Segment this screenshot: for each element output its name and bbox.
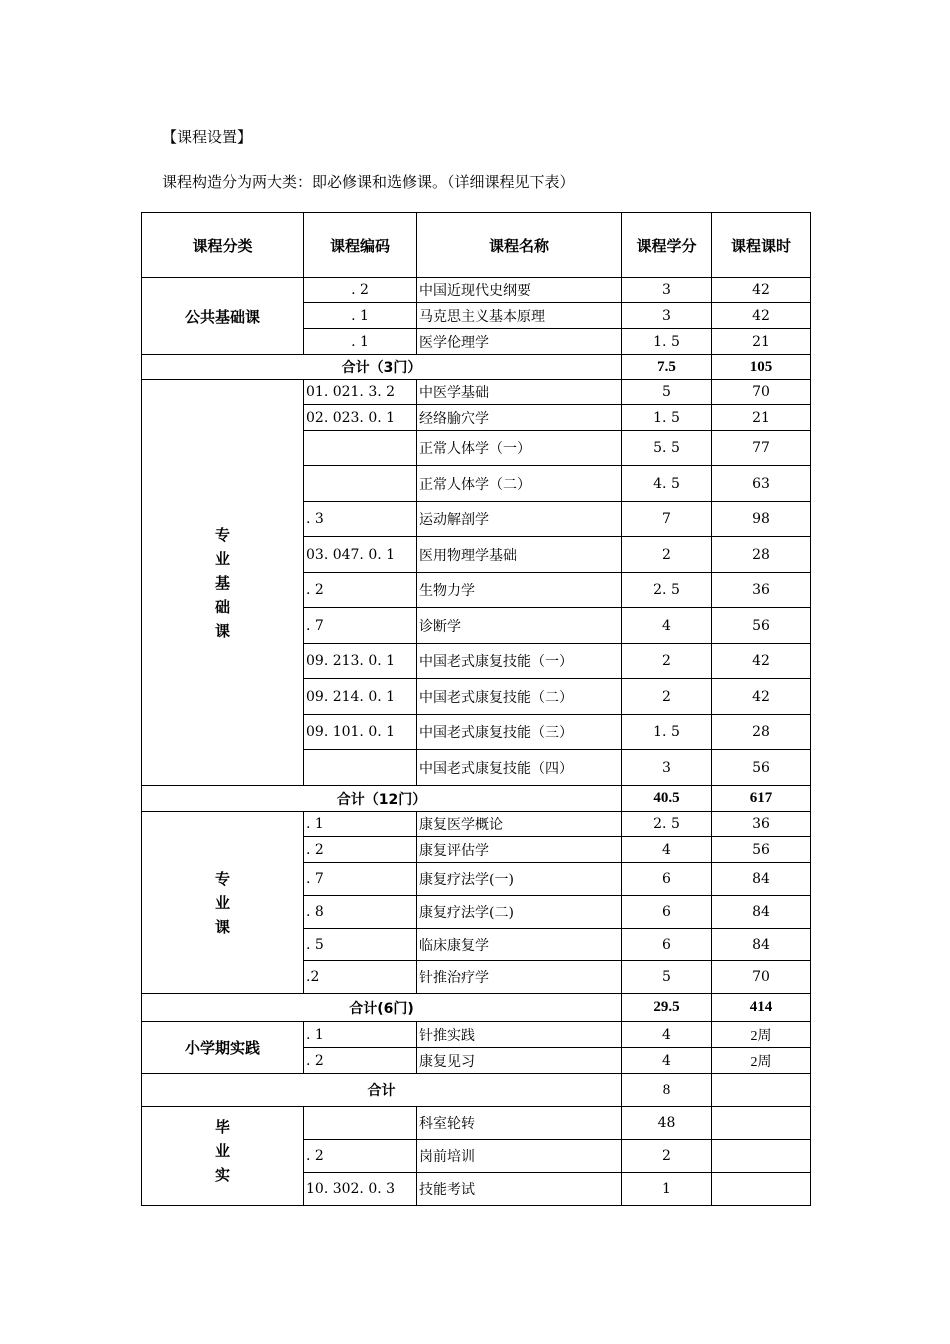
course-name: 马克思主义基本原理 bbox=[417, 303, 622, 329]
course-hours: 56 bbox=[712, 837, 811, 863]
course-name: 中国老式康复技能（二） bbox=[417, 679, 622, 715]
course-credit: 3 bbox=[622, 750, 712, 786]
course-credit: 3 bbox=[622, 278, 712, 303]
total-label: 合计 bbox=[142, 1074, 622, 1107]
course-name: 正常人体学（一） bbox=[417, 431, 622, 466]
course-hours: 56 bbox=[712, 750, 811, 786]
course-code: . 5 bbox=[304, 929, 417, 961]
table-row bbox=[142, 812, 811, 837]
course-credit: 4 bbox=[622, 837, 712, 863]
course-code bbox=[304, 1107, 417, 1140]
total-row bbox=[142, 994, 811, 1022]
course-code: 10. 302. 0. 3 bbox=[304, 1173, 417, 1206]
course-name: 康复医学概论 bbox=[417, 812, 622, 837]
total-hours: 617 bbox=[712, 786, 811, 812]
header-hours: 课程课时 bbox=[712, 213, 811, 278]
table-row bbox=[142, 278, 811, 303]
table-row bbox=[142, 380, 811, 405]
total-credit: 29.5 bbox=[622, 994, 712, 1022]
course-name: 康复疗法学(二) bbox=[417, 896, 622, 929]
course-hours: 77 bbox=[712, 431, 811, 466]
course-credit: 4 bbox=[622, 1048, 712, 1074]
course-hours: 36 bbox=[712, 812, 811, 837]
course-hours: 2周 bbox=[712, 1048, 811, 1074]
course-code: . 1 bbox=[304, 812, 417, 837]
course-code: . 2 bbox=[304, 278, 417, 303]
course-code: 09. 213. 0. 1 bbox=[304, 644, 417, 679]
course-code: . 7 bbox=[304, 608, 417, 644]
course-credit: 1 bbox=[622, 1173, 712, 1206]
course-hours: 70 bbox=[712, 380, 811, 405]
section-heading: 【课程设置】 bbox=[162, 128, 253, 146]
course-hours: 42 bbox=[712, 303, 811, 329]
course-code: 01. 021. 3. 2 bbox=[304, 380, 417, 405]
course-credit: 4 bbox=[622, 1022, 712, 1048]
course-code bbox=[304, 466, 417, 502]
course-name: 诊断学 bbox=[417, 608, 622, 644]
course-hours: 84 bbox=[712, 863, 811, 896]
course-credit: 2. 5 bbox=[622, 573, 712, 608]
course-code: . 2 bbox=[304, 573, 417, 608]
table-header-row bbox=[142, 213, 811, 278]
total-credit: 40.5 bbox=[622, 786, 712, 812]
total-credit: 7.5 bbox=[622, 355, 712, 380]
table-row bbox=[142, 1107, 811, 1140]
course-name: 医学伦理学 bbox=[417, 329, 622, 355]
course-code: . 8 bbox=[304, 896, 417, 929]
course-name: 中医学基础 bbox=[417, 380, 622, 405]
course-code: . 1 bbox=[304, 1022, 417, 1048]
course-name: 中国老式康复技能（四） bbox=[417, 750, 622, 786]
course-code: 02. 023. 0. 1 bbox=[304, 405, 417, 431]
course-credit: 1. 5 bbox=[622, 715, 712, 750]
course-credit: 2 bbox=[622, 1140, 712, 1173]
course-code: . 1 bbox=[304, 329, 417, 355]
course-credit: 5 bbox=[622, 961, 712, 994]
course-credit: 1. 5 bbox=[622, 405, 712, 431]
total-label: 合计（3门） bbox=[142, 355, 622, 380]
course-code bbox=[304, 431, 417, 466]
intro-text: 课程构造分为两大类：即必修课和选修课。（详细课程见下表） bbox=[162, 173, 575, 191]
header-code: 课程编码 bbox=[304, 213, 417, 278]
course-code: . 1 bbox=[304, 303, 417, 329]
header-category: 课程分类 bbox=[142, 213, 304, 278]
course-code: . 2 bbox=[304, 1048, 417, 1074]
course-name: 经络腧穴学 bbox=[417, 405, 622, 431]
course-credit: 1. 5 bbox=[622, 329, 712, 355]
category-cell: 毕 业 实 bbox=[142, 1107, 304, 1206]
course-code: . 7 bbox=[304, 863, 417, 896]
course-name: 中国老式康复技能（一） bbox=[417, 644, 622, 679]
course-name: 中国老式康复技能（三） bbox=[417, 715, 622, 750]
category-cell: 公共基础课 bbox=[142, 278, 304, 355]
category-cell: 专 业 基 础 课 bbox=[142, 380, 304, 786]
course-credit: 2 bbox=[622, 679, 712, 715]
course-hours bbox=[712, 1107, 811, 1140]
course-code: . 2 bbox=[304, 1140, 417, 1173]
course-credit: 6 bbox=[622, 863, 712, 896]
course-hours: 56 bbox=[712, 608, 811, 644]
total-hours bbox=[712, 1074, 811, 1107]
course-credit: 6 bbox=[622, 929, 712, 961]
course-name: 技能考试 bbox=[417, 1173, 622, 1206]
course-code: . 3 bbox=[304, 502, 417, 537]
course-name: 运动解剖学 bbox=[417, 502, 622, 537]
course-name: 针推实践 bbox=[417, 1022, 622, 1048]
course-hours bbox=[712, 1173, 811, 1206]
course-name: 康复评估学 bbox=[417, 837, 622, 863]
course-hours: 36 bbox=[712, 573, 811, 608]
course-hours: 21 bbox=[712, 405, 811, 431]
header-name: 课程名称 bbox=[417, 213, 622, 278]
category-cell: 小学期实践 bbox=[142, 1022, 304, 1074]
course-credit: 5 bbox=[622, 380, 712, 405]
total-row bbox=[142, 355, 811, 380]
total-credit: 8 bbox=[622, 1074, 712, 1107]
course-name: 康复疗法学(一) bbox=[417, 863, 622, 896]
course-name: 科室轮转 bbox=[417, 1107, 622, 1140]
course-name: 针推治疗学 bbox=[417, 961, 622, 994]
course-hours: 84 bbox=[712, 896, 811, 929]
table-row bbox=[142, 1022, 811, 1048]
course-hours bbox=[712, 1140, 811, 1173]
course-name: 康复见习 bbox=[417, 1048, 622, 1074]
course-hours: 63 bbox=[712, 466, 811, 502]
course-name: 正常人体学（二） bbox=[417, 466, 622, 502]
total-row bbox=[142, 1074, 811, 1107]
course-hours: 84 bbox=[712, 929, 811, 961]
category-cell: 专 业 课 bbox=[142, 812, 304, 994]
course-name: 中国近现代史纲要 bbox=[417, 278, 622, 303]
course-credit: 3 bbox=[622, 303, 712, 329]
course-hours: 28 bbox=[712, 537, 811, 573]
course-hours: 2周 bbox=[712, 1022, 811, 1048]
course-code: 09. 101. 0. 1 bbox=[304, 715, 417, 750]
header-credit: 课程学分 bbox=[622, 213, 712, 278]
course-code: . 2 bbox=[304, 837, 417, 863]
course-hours: 42 bbox=[712, 278, 811, 303]
total-label: 合计(6门) bbox=[142, 994, 622, 1022]
course-hours: 98 bbox=[712, 502, 811, 537]
course-credit: 2 bbox=[622, 537, 712, 573]
course-name: 岗前培训 bbox=[417, 1140, 622, 1173]
course-code: 09. 214. 0. 1 bbox=[304, 679, 417, 715]
course-hours: 42 bbox=[712, 679, 811, 715]
course-name: 临床康复学 bbox=[417, 929, 622, 961]
total-row bbox=[142, 786, 811, 812]
course-credit: 6 bbox=[622, 896, 712, 929]
course-credit: 4 bbox=[622, 608, 712, 644]
course-credit: 2. 5 bbox=[622, 812, 712, 837]
course-credit: 48 bbox=[622, 1107, 712, 1140]
course-hours: 21 bbox=[712, 329, 811, 355]
course-credit: 5. 5 bbox=[622, 431, 712, 466]
course-credit: 4. 5 bbox=[622, 466, 712, 502]
course-code: 03. 047. 0. 1 bbox=[304, 537, 417, 573]
total-hours: 105 bbox=[712, 355, 811, 380]
total-label: 合计（12门） bbox=[142, 786, 622, 812]
course-hours: 28 bbox=[712, 715, 811, 750]
total-hours: 414 bbox=[712, 994, 811, 1022]
course-code: .2 bbox=[304, 961, 417, 994]
course-table bbox=[141, 212, 811, 1206]
course-hours: 70 bbox=[712, 961, 811, 994]
course-credit: 7 bbox=[622, 502, 712, 537]
course-name: 医用物理学基础 bbox=[417, 537, 622, 573]
course-credit: 2 bbox=[622, 644, 712, 679]
course-code bbox=[304, 750, 417, 786]
course-name: 生物力学 bbox=[417, 573, 622, 608]
course-hours: 42 bbox=[712, 644, 811, 679]
